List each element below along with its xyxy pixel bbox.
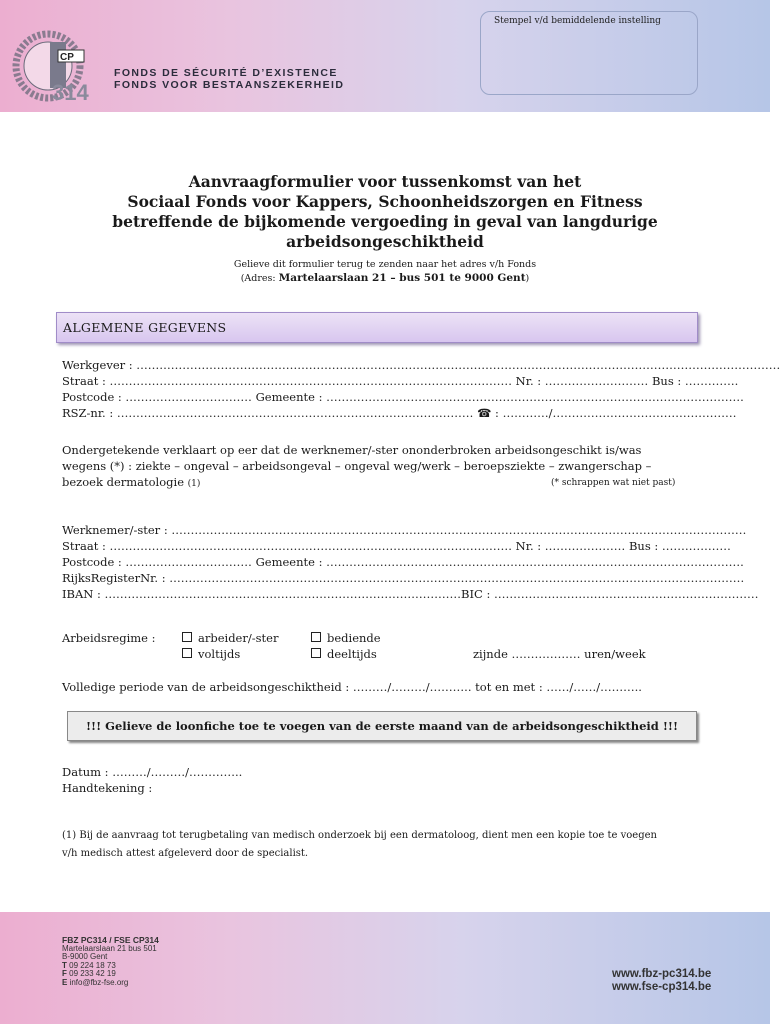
email-label: E bbox=[62, 977, 68, 987]
phone-text: : …………/………………………………………… bbox=[491, 406, 737, 420]
stamp-label: Stempel v/d bemiddelende instelling bbox=[494, 16, 661, 26]
address-prefix: (Adres: bbox=[240, 273, 279, 284]
footer-name: FBZ PC314 / FSE CP314 bbox=[62, 935, 159, 945]
org-name-fr: FONDS DE SÉCURITÉ D’EXISTENCE bbox=[114, 67, 338, 79]
signature-field[interactable]: Handtekening : bbox=[62, 781, 153, 795]
section-title: ALGEMENE GEGEVENS bbox=[63, 320, 227, 335]
title-line-2: Sociaal Fonds voor Kappers, Schoonheidszorgen en Fitness bbox=[127, 192, 643, 211]
employee-field[interactable]: Werknemer/-ster : …………………………………………………………………………………………………………………………………… bbox=[62, 523, 747, 537]
title-line-4: arbeidsongeschiktheid bbox=[286, 232, 484, 251]
employee-postcode-field[interactable]: Postcode : …………………………… Gemeente : ………………………………………………………………………………………………. bbox=[62, 555, 744, 569]
title-line-1: Aanvraagformulier voor tussenkomst van het bbox=[188, 172, 582, 191]
section-header bbox=[56, 312, 698, 343]
checkbox-label: deeltijds bbox=[327, 647, 377, 661]
website-link-fr[interactable]: www.fse-cp314.be bbox=[612, 980, 712, 993]
return-instruction: Gelieve dit formulier terug te zenden naar het adres v/h Fonds bbox=[233, 259, 537, 270]
tel-number: 09 224 18 73 bbox=[66, 960, 116, 970]
footnote-line-2: v/h medisch attest afgeleverd door de specialist. bbox=[62, 848, 309, 859]
fbz-fse-logo bbox=[14, 28, 100, 104]
svg-text:CP: CP bbox=[60, 52, 74, 63]
footer-city: B-9000 Gent bbox=[62, 952, 108, 961]
checkbox-label: voltijds bbox=[198, 647, 241, 661]
form-title bbox=[60, 172, 710, 252]
employee-street-field[interactable]: Straat : …………………………………………………………………………………………… Nr. : ………………… Bus : ……………… bbox=[62, 539, 731, 553]
checkbox-bediende[interactable] bbox=[311, 631, 381, 645]
footer-email bbox=[62, 979, 159, 988]
footnote-line-1: (1) Bij de aanvraag tot terugbetaling van medisch onderzoek bij een dermatoloog, dient men een kopie toe te voegen bbox=[62, 830, 657, 841]
incapacity-period-field[interactable]: Volledige periode van de arbeidsongeschiktheid : ………/………/……….. tot en met : ……/……/……….. bbox=[62, 680, 642, 694]
employer-street-field[interactable]: Straat : …………………………………………………………………………………………… Nr. : ……………………… Bus : ………….. bbox=[62, 374, 739, 388]
org-name-nl: FONDS VOOR BESTAANSZEKERHEID bbox=[114, 79, 345, 91]
footer-websites bbox=[612, 968, 711, 993]
fax-number: 09 233 42 19 bbox=[66, 969, 116, 978]
checkbox-label: arbeider/-ster bbox=[198, 631, 279, 645]
return-address bbox=[60, 272, 710, 284]
rsz-text: RSZ-nr. : ………………………………………………………………………………… bbox=[62, 406, 474, 420]
footer-contact bbox=[62, 936, 159, 987]
tel-label: T bbox=[62, 960, 67, 970]
fax-label: F bbox=[62, 969, 67, 978]
checkbox-icon bbox=[311, 648, 321, 658]
employee-rrn-field[interactable]: RijksRegisterNr. : …………………………………………………………………………………………………………………………………… bbox=[62, 571, 745, 585]
declaration-text: bezoek dermatologie bbox=[62, 475, 184, 489]
checkbox-icon bbox=[182, 648, 192, 658]
employer-postcode-field[interactable]: Postcode : …………………………… Gemeente : ………………………………………………………………………………………………. bbox=[62, 390, 744, 404]
footer-street: Martelaarslaan 21 bus 501 bbox=[62, 943, 157, 953]
declaration-line-3 bbox=[62, 475, 200, 489]
svg-text:314: 314 bbox=[52, 80, 89, 105]
employer-rsz-field[interactable] bbox=[62, 406, 737, 420]
email-address[interactable]: info@fbz-fse.org bbox=[67, 977, 129, 987]
employee-iban-field[interactable]: IBAN : …………………………………………………………………………………BIC : …………………………………………………………… bbox=[62, 587, 759, 601]
hours-per-week-field[interactable]: zijnde ……………… uren/week bbox=[473, 647, 646, 661]
footnote-ref: (1) bbox=[187, 479, 201, 489]
checkbox-icon bbox=[182, 632, 192, 642]
address-text: Martelaarslaan 21 – bus 501 te 9000 Gent bbox=[278, 272, 526, 284]
checkbox-voltijds[interactable] bbox=[182, 647, 240, 661]
title-line-3: betreffende de bijkomende vergoeding in geval van langdurige bbox=[112, 212, 658, 231]
checkbox-label: bediende bbox=[327, 631, 381, 645]
checkbox-deeltijds[interactable] bbox=[311, 647, 377, 661]
declaration-line-2: wegens (*) : ziekte – ongeval – arbeidsongeval – ongeval weg/werk – beroepsziekte – zwangerschap – bbox=[62, 459, 652, 473]
strike-note: (* schrappen wat niet past) bbox=[551, 478, 676, 488]
checkbox-icon bbox=[311, 632, 321, 642]
address-suffix: ) bbox=[525, 273, 530, 284]
date-field[interactable]: Datum : ………/………/………….. bbox=[62, 765, 243, 779]
checkbox-arbeider[interactable] bbox=[182, 631, 278, 645]
payslip-notice bbox=[67, 711, 697, 741]
website-link-nl[interactable]: www.fbz-pc314.be bbox=[612, 968, 712, 980]
regime-label: Arbeidsregime : bbox=[62, 631, 156, 645]
employer-field[interactable]: Werkgever : …………………………………………………………………………………………………………………………………………………… bbox=[62, 358, 780, 372]
phone-icon: ☎ bbox=[477, 406, 492, 420]
notice-text: !!! Gelieve de loonfiche toe te voegen van de eerste maand van de arbeidsongeschiktheid !!! bbox=[85, 719, 678, 733]
declaration-line-1: Ondergetekende verklaart op eer dat de werknemer/-ster ononderbroken arbeidsongeschikt is/was bbox=[62, 443, 642, 457]
